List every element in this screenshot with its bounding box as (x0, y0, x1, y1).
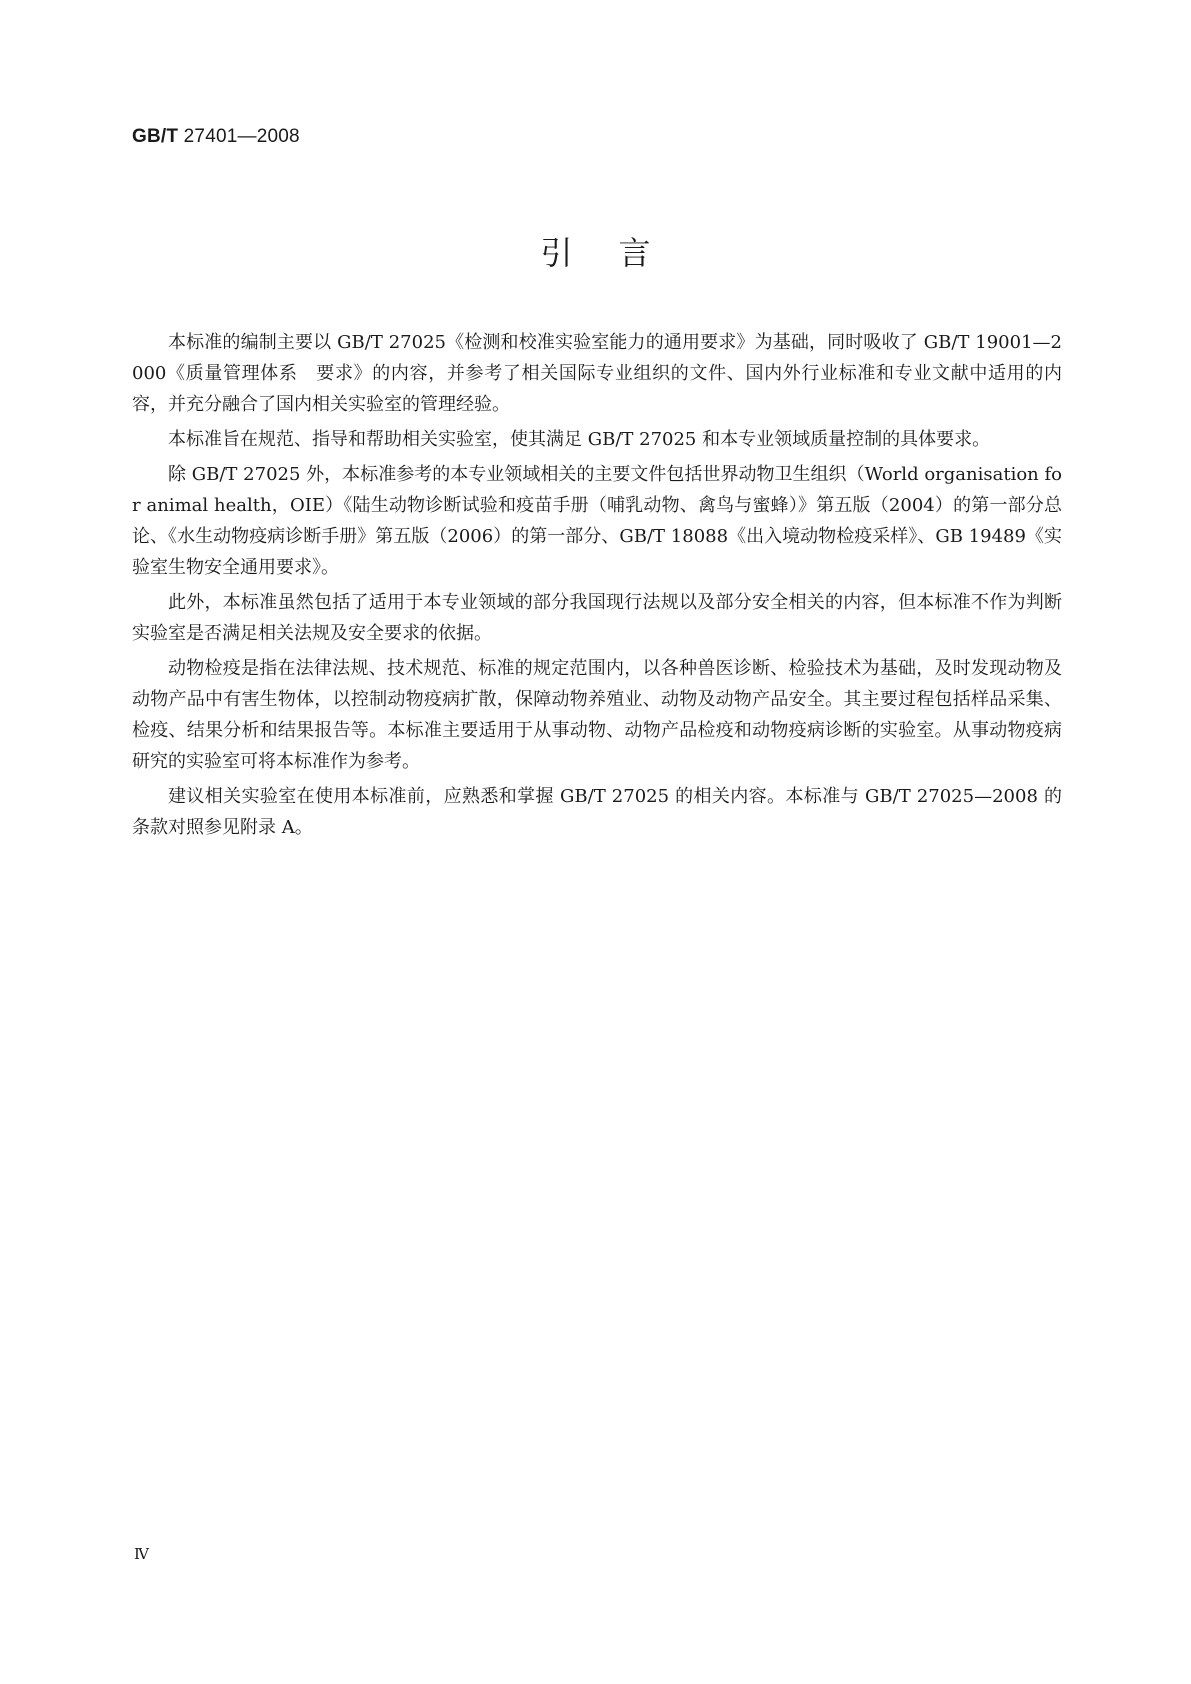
standard-code-prefix: GB/T (132, 126, 179, 147)
paragraph-6: 建议相关实验室在使用本标准前，应熟悉和掌握 GB/T 27025 的相关内容。本标准与 GB/T 27025—2008 的条款对照参见附录 A。 (132, 786, 1062, 838)
paragraph-5: 动物检疫是指在法律法规、技术规范、标准的规定范围内，以各种兽医诊断、检验技术为基础，及时发现动物及动物产品中有害生物体，以控制动物疫病扩散，保障动物养殖业、动物及动物产品安全。其主要过程包括样品采集、检疫、结果分析和结果报告等。本标准主要适用于从事动物、动物产品检疫和动物疫病诊断的实验室。从事动物疫病研究的实验室可将本标准作为参考。 (132, 658, 1062, 772)
paragraph-3: 除 GB/T 27025 外，本标准参考的本专业领域相关的主要文件包括世界动物卫生组织（World organisation for animal health，OIE）《陆生动物诊断试验和疫苗手册（哺乳动物、禽鸟与蜜蜂）》第五版（2004）的第一部分总论、《水生动物疫病诊断手册》第五版（2006）的第一部分、GB/T 18088《出入境动物检疫采样》、GB 19489《实验室生物安全通用要求》。 (132, 464, 1062, 578)
page-number: Ⅳ (134, 1545, 148, 1563)
introduction-body (132, 327, 1062, 847)
page-title: 引言 (540, 234, 697, 272)
paragraph-2: 本标准旨在规范、指导和帮助相关实验室，使其满足 GB/T 27025 和本专业领域质量控制的具体要求。 (168, 429, 991, 450)
paragraph-4: 此外，本标准虽然包括了适用于本专业领域的部分我国现行法规以及部分安全相关的内容，但本标准不作为判断实验室是否满足相关法规及安全要求的依据。 (132, 592, 1062, 644)
standard-code-header (132, 126, 300, 148)
standard-code-number: 27401—2008 (178, 126, 300, 147)
paragraph-1: 本标准的编制主要以 GB/T 27025《检测和校准实验室能力的通用要求》为基础，同时吸收了 GB/T 19001—2000《质量管理体系 要求》的内容，并参考了相关国际专业组织的文件、国内外行业标准和专业文献中适用的内容，并充分融合了国内相关实验室的管理经验。 (132, 332, 1062, 415)
